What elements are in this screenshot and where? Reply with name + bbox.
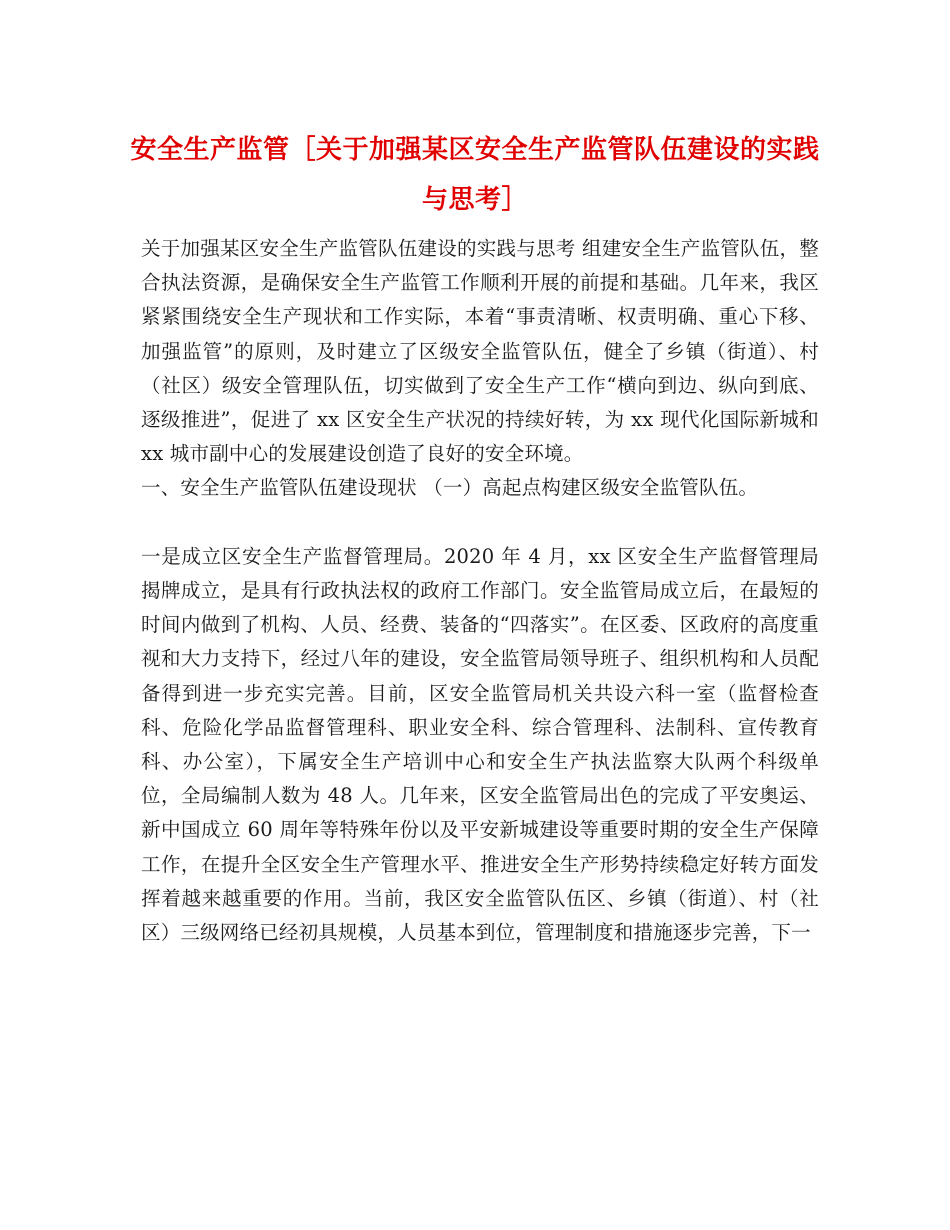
paragraph-intro: 关于加强某区安全生产监管队伍建设的实践与思考 组建安全生产监管队伍，整合执法资源，是确保安全生产监管工作顺利开展的前提和基础。几年来，我区紧紧围绕安全生产现状和工作实际，本着“事责清晰、权责明确、重心下移、加强监管”的原则，及时建立了区级安全监管队伍，健全了乡镇（街道）、村（社区）级安全管理队伍，切实做到了安全生产工作“横向到边、纵向到底、逐级推进”，促进了 xx 区安全生产状况的持续好转，为 xx 现代化国际新城和 xx 城市副中心的发展建设创造了良好的安全环境。: [141, 237, 819, 466]
paragraph-spacer: [141, 506, 819, 540]
document-body: [141, 232, 819, 950]
document-title: 安全生产监管［关于加强某区安全生产监管队伍建设的实践与思考］: [130, 135, 820, 215]
paragraph-section-heading: 一、安全生产监管队伍建设现状 （一）高起点构建区级安全监管队伍。: [141, 476, 759, 500]
paragraph-bureau: 一是成立区安全生产监督管理局。2020 年 4 月，xx 区安全生产监督管理局揭牌成立，是具有行政执法权的政府工作部门。安全监管局成立后，在最短的时间内做到了机构、人员、经费、装备的“四落实”。在区委、区政府的高度重视和大力支持下，经过八年的建设，安全监管局领导班子、组织机构和人员配备得到进一步充实完善。目前，区安全监管局机关共设六科一室（监督检查科、危险化学品监督管理科、职业安全科、综合管理科、法制科、宣传教育科、办公室），下属安全生产培训中心和安全生产执法监察大队两个科级单位，全局编制人数为 48 人。几年来，区安全监管局出色的完成了平安奥运、新中国成立 60 周年等特殊年份以及平安新城建设等重要时期的安全生产保障工作，在提升全区安全生产管理水平、推进安全生产形势持续稳定好转方面发挥着越来越重要的作用。当前，我区安全监管队伍区、乡镇（街道）、村（社区）三级网络已经初具规模，人员基本到位，管理制度和措施逐步完善，下一: [141, 544, 819, 945]
